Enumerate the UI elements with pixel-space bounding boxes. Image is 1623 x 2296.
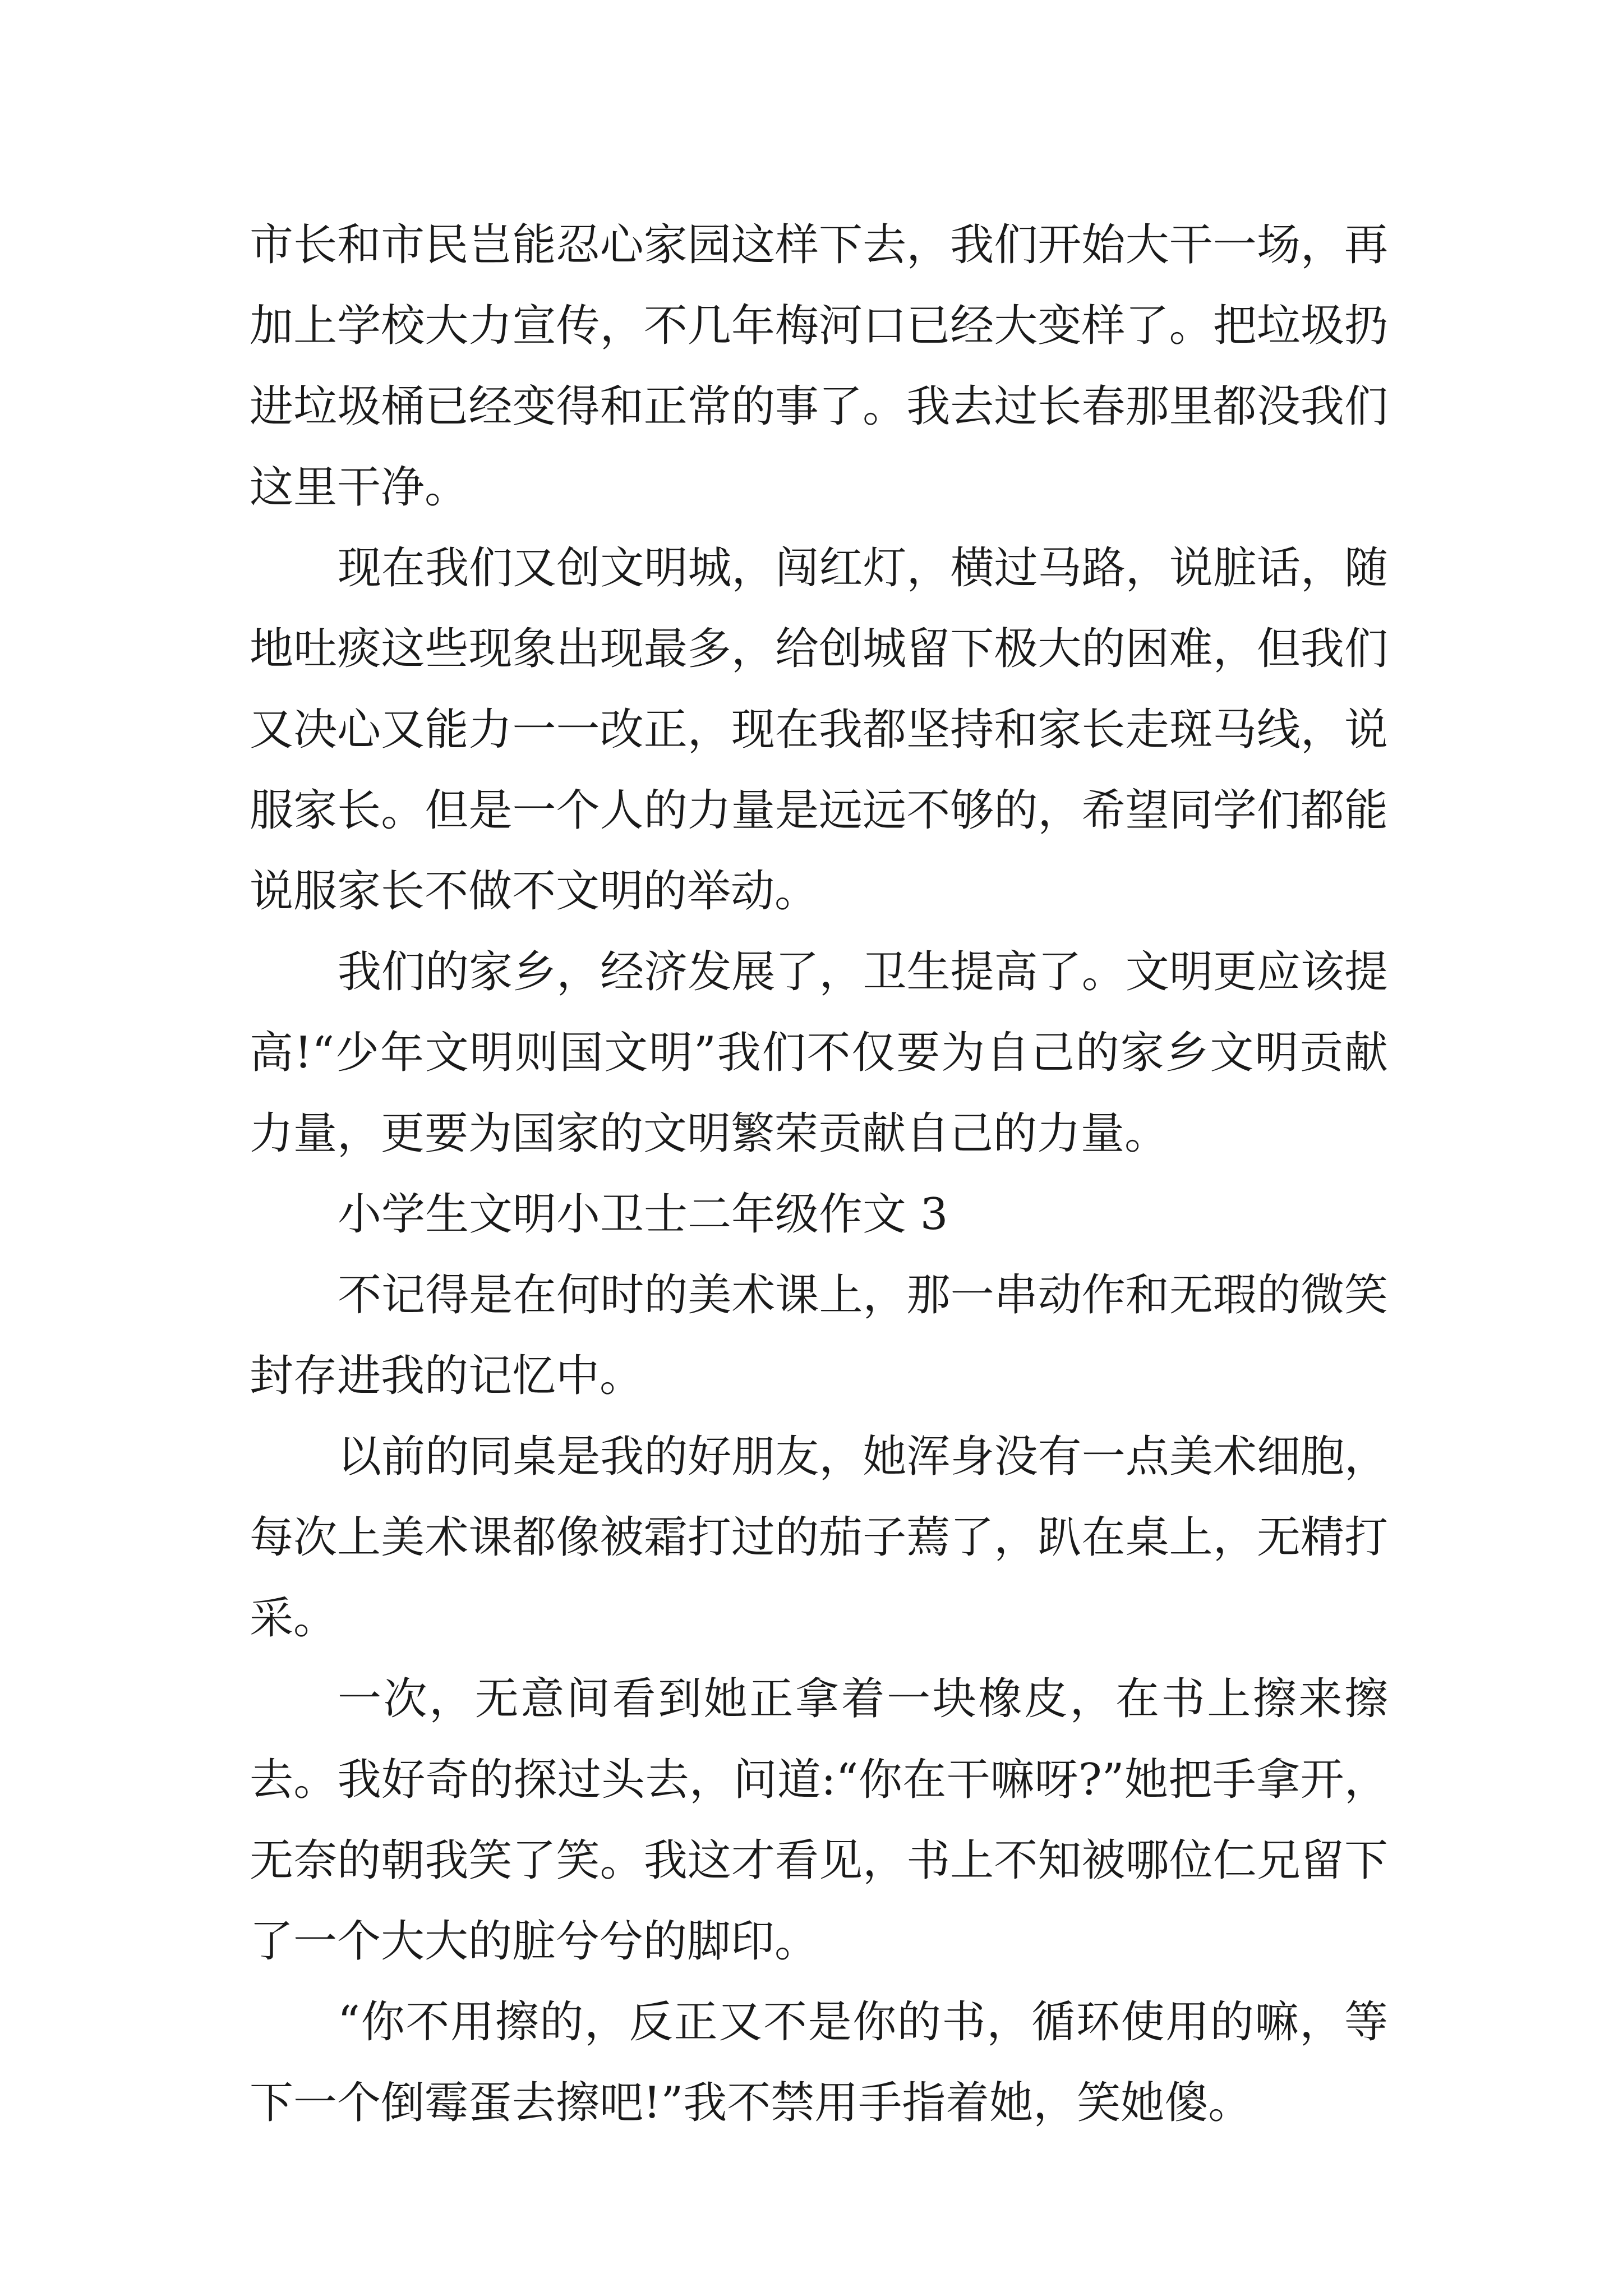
paragraph: 现在我们又创文明城，闯红灯，横过马路，说脏话，随地吐痰这些现象出现最多，给创城留下极大的困难，但我们又决心又能力一一改正，现在我都坚持和家长走斑马线，说服家长。但是一个人的力量是远远不够的，希望同学们都能说服家长不做不文明的举动。 — [250, 543, 1388, 917]
paragraph: 以前的同桌是我的好朋友，她浑身没有一点美术细胞，每次上美术课都像被霜打过的茄子蔫了，趴在桌上，无精打采。 — [250, 1432, 1388, 1644]
paragraph: 市长和市民岂能忍心家园这样下去，我们开始大干一场，再加上学校大力宣传，不几年梅河口已经大变样了。把垃圾扔进垃圾桶已经变得和正常的事了。我去过长春那里都没我们这里干净。 — [250, 220, 1388, 513]
paragraph: 不记得是在何时的美术课上，那一串动作和无瑕的微笑封存进我的记忆中。 — [250, 1270, 1388, 1401]
document-body — [250, 205, 1388, 2143]
paragraph: 一次，无意间看到她正拿着一块橡皮，在书上擦来擦去。我好奇的探过头去，问道:“你在干嘛呀?”她把手拿开，无奈的朝我笑了笑。我这才看见，书上不知被哪位仁兄留下了一个大大的脏兮兮的脚印。 — [250, 1674, 1388, 1967]
paragraph: 我们的家乡，经济发展了，卫生提高了。文明更应该提高!“少年文明则国文明”我们不仅要为自己的家乡文明贡献力量，更要为国家的文明繁荣贡献自己的力量。 — [250, 947, 1388, 1159]
paragraph: “你不用擦的，反正又不是你的书，循环使用的嘛，等下一个倒霉蛋去擦吧!”我不禁用手指着她，笑她傻。 — [250, 1997, 1388, 2128]
section-heading: 小学生文明小卫士二年级作文 3 — [338, 1189, 948, 1240]
